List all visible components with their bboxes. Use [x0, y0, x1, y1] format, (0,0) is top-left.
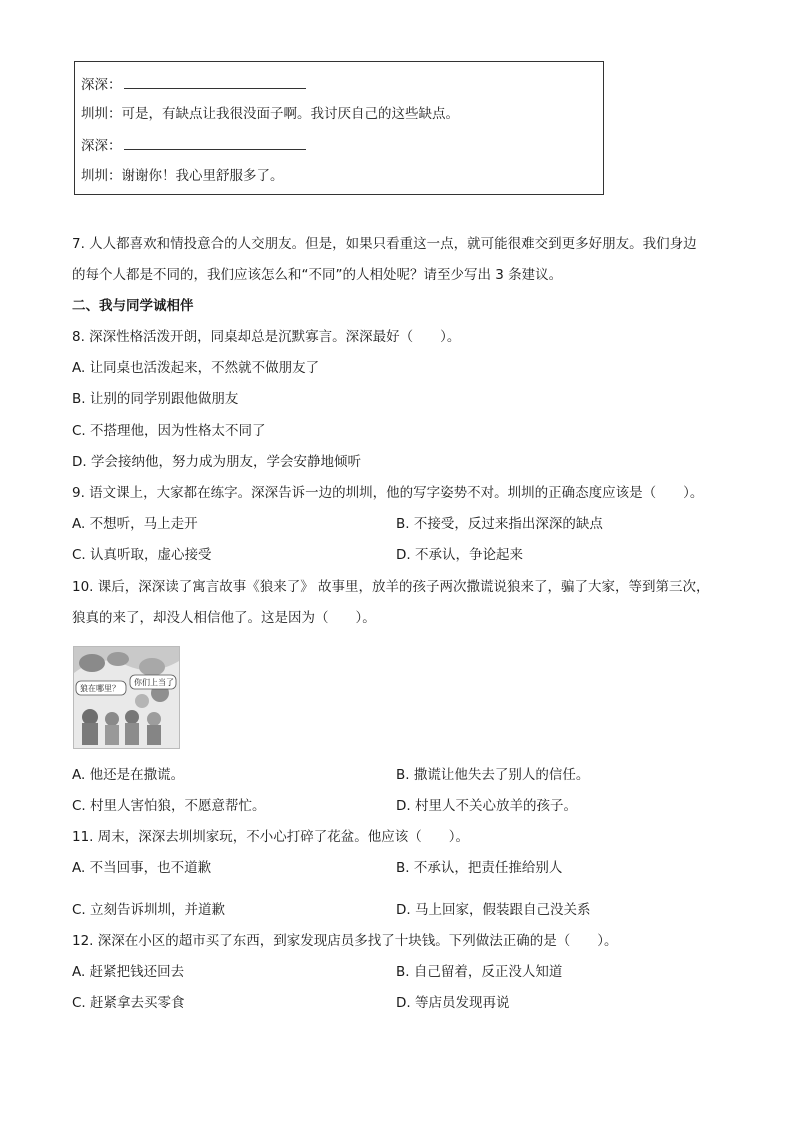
dialogue-text: 谢谢你！我心里舒服多了。: [121, 168, 284, 184]
q11-option-a[interactable]: A. 不当回事，也不道歉: [72, 860, 212, 876]
q11-option-b[interactable]: B. 不承认，把责任推给别人: [396, 860, 563, 876]
speaker-label: 圳圳：: [81, 168, 122, 184]
speech-bubble-1: 狼在哪里？: [80, 684, 120, 693]
q8-stem: 8. 深深性格活泼开朗，同桌却总是沉默寡言。深深最好（ ）。: [72, 329, 461, 345]
dialogue-line: [81, 166, 284, 186]
speech-bubble-2: 你们上当了: [134, 678, 174, 687]
q9-option-b[interactable]: B. 不接受，反过来指出深深的缺点: [396, 516, 603, 532]
q12-option-d[interactable]: D. 等店员发现再说: [396, 995, 510, 1011]
q12-option-a[interactable]: A. 赶紧把钱还回去: [72, 964, 185, 980]
section-heading: 二、我与同学诚相伴: [72, 298, 194, 314]
q12-option-c[interactable]: C. 赶紧拿去买零食: [72, 995, 185, 1011]
q8-option-c[interactable]: C. 不搭理他，因为性格太不同了: [72, 423, 266, 439]
q9-option-a[interactable]: A. 不想听，马上走开: [72, 516, 198, 532]
q12-option-b[interactable]: B. 自己留着，反正没人知道: [396, 964, 563, 980]
q11-stem: 11. 周末，深深去圳圳家玩，不小心打碎了花盆。他应该（ ）。: [72, 829, 470, 845]
speaker-label: 深深：: [81, 77, 122, 93]
speaker-label: 圳圳：: [81, 106, 122, 122]
illustration-drawing: [74, 647, 179, 748]
q9-option-c[interactable]: C. 认真听取，虚心接受: [72, 547, 212, 563]
dialogue-text: 可是，有缺点让我很没面子啊。我讨厌自己的这些缺点。: [121, 106, 459, 122]
q8-option-d[interactable]: D. 学会接纳他，努力成为朋友，学会安静地倾听: [72, 454, 361, 470]
q8-option-b[interactable]: B. 让别的同学别跟他做朋友: [72, 391, 239, 407]
q10-stem-line1: 10. 课后，深深读了寓言故事《狼来了》 故事里，放羊的孩子两次撒谎说狼来了，骗了大家，等到第三次，: [72, 579, 710, 595]
answer-blank[interactable]: [124, 135, 306, 150]
q11-option-c[interactable]: C. 立刻告诉圳圳，并道歉: [72, 902, 226, 918]
q10-option-b[interactable]: B. 撒谎让他失去了别人的信任。: [396, 767, 590, 783]
q9-stem: 9. 语文课上，大家都在练字。深深告诉一边的圳圳，他的写字姿势不对。圳圳的正确态度应该是（ ）。: [72, 485, 704, 501]
q7-stem-line1: 7. 人人都喜欢和情投意合的人交朋友。但是，如果只看重这一点，就可能很难交到更多好朋友。我们身边: [72, 236, 697, 252]
speaker-label: 深深：: [81, 138, 122, 154]
q10-option-d[interactable]: D. 村里人不关心放羊的孩子。: [396, 798, 577, 814]
dialogue-line: [81, 135, 306, 155]
dialogue-line: [81, 74, 306, 94]
dialogue-box: [74, 61, 604, 195]
q10-option-a[interactable]: A. 他还是在撒谎。: [72, 767, 185, 783]
q9-option-d[interactable]: D. 不承认，争论起来: [396, 547, 523, 563]
q10-stem-line2: 狼真的来了，却没人相信他了。这是因为（ ）。: [72, 610, 376, 626]
q10-option-c[interactable]: C. 村里人害怕狼，不愿意帮忙。: [72, 798, 266, 814]
story-illustration: [73, 646, 180, 749]
dialogue-line: [81, 104, 459, 124]
q8-option-a[interactable]: A. 让同桌也活泼起来，不然就不做朋友了: [72, 360, 320, 376]
answer-blank[interactable]: [124, 74, 306, 89]
q7-stem-line2: 的每个人都是不同的，我们应该怎么和“不同”的人相处呢？请至少写出 3 条建议。: [72, 267, 563, 283]
q12-stem: 12. 深深在小区的超市买了东西，到家发现店员多找了十块钱。下列做法正确的是（ ）。: [72, 933, 618, 949]
q11-option-d[interactable]: D. 马上回家，假装跟自己没关系: [396, 902, 591, 918]
